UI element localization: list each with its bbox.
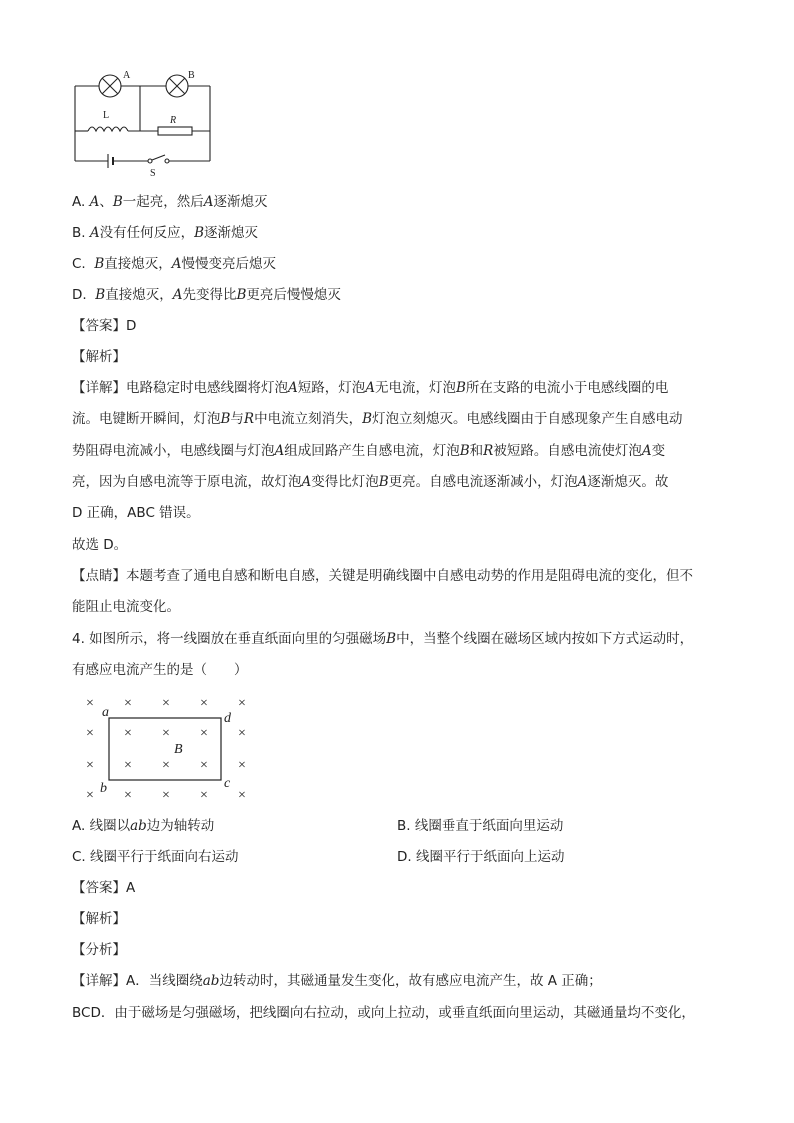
switch-icon: [152, 155, 165, 160]
q4-option-d: D. 线圈平行于纸面向上运动: [397, 849, 565, 865]
q4-detail-line-1: 【详解】A．当线圈绕ab边转动时，其磁通量发生变化，故有感应电流产生，故 A 正确；: [72, 973, 602, 989]
field-cross-icon: ×: [162, 788, 170, 803]
field-cross-icon: ×: [238, 788, 246, 803]
corner-c-label: c: [224, 776, 231, 791]
field-cross-icon: ×: [238, 758, 246, 773]
field-cross-icon: ×: [238, 696, 246, 711]
q4-analysis-sub: 【分析】: [72, 942, 126, 958]
inductor-icon: [88, 127, 128, 131]
field-cross-icon: ×: [162, 758, 170, 773]
corner-b-label: b: [100, 781, 107, 796]
field-cross-icon: ×: [86, 788, 94, 803]
q3-detail-line-1: 【详解】电路稳定时电感线圈将灯泡A短路，灯泡A无电流，灯泡B所在支路的电流小于电感线圈的电: [72, 380, 669, 396]
field-cross-icon: ×: [162, 726, 170, 741]
corner-a-label: a: [102, 705, 109, 720]
field-cross-icon: ×: [200, 696, 208, 711]
q3-option-b: B. A没有任何反应，B逐渐熄灭: [72, 225, 259, 241]
field-cross-icon: ×: [124, 696, 132, 711]
field-cross-icon: ×: [86, 726, 94, 741]
field-cross-icon: ×: [124, 788, 132, 803]
magnetic-field-diagram: [78, 690, 258, 810]
field-cross-icon: ×: [200, 758, 208, 773]
switch-label: S: [150, 168, 156, 178]
q4-answer: 【答案】A: [72, 880, 136, 896]
inductor-label: L: [103, 110, 110, 121]
q3-comment-line-2: 能阻止电流变化。: [72, 599, 180, 615]
q4-analysis-tag: 【解析】: [72, 911, 126, 927]
resistor-label: R: [170, 115, 177, 126]
field-cross-icon: ×: [86, 758, 94, 773]
corner-d-label: d: [224, 711, 231, 726]
field-b-label: B: [174, 742, 183, 757]
field-cross-icon: ×: [124, 758, 132, 773]
q3-analysis-tag: 【解析】: [72, 349, 126, 365]
q4-detail-line-2: BCD．由于磁场是匀强磁场，把线圈向右拉动，或向上拉动，或垂直纸面向里运动，其磁通量均不变化，: [72, 1005, 695, 1021]
q3-detail-line-2: 流。电键断开瞬间，灯泡B与R中电流立刻消失，B灯泡立刻熄灭。电感线圈由于自感现象产生自感电动: [72, 411, 683, 427]
q4-option-b: B. 线圈垂直于纸面向里运动: [397, 818, 564, 834]
field-cross-icon: ×: [238, 726, 246, 741]
field-cross-icon: ×: [200, 726, 208, 741]
q3-detail-line-4: 亮，因为自感电流等于原电流，故灯泡A变得比灯泡B更亮。自感电流逐渐减小，灯泡A逐渐熄灭。故: [72, 474, 669, 490]
q4-option-a: A. 线圈以ab边为轴转动: [72, 818, 215, 834]
field-cross-icon: ×: [124, 726, 132, 741]
q3-option-a: A. A、B一起亮，然后A逐渐熄灭: [72, 194, 268, 210]
field-cross-icon: ×: [200, 788, 208, 803]
resistor-icon: [158, 127, 192, 135]
field-cross-icon: ×: [86, 696, 94, 711]
q3-detail-line-3: 势阻碍电流减小，电感线圈与灯泡A组成回路产生自感电流，灯泡B和R被短路。自感电流使灯泡A变: [72, 443, 666, 459]
q3-answer: 【答案】D: [72, 318, 137, 334]
lamp-b-label: B: [188, 70, 195, 81]
q3-detail-line-5: D 正确，ABC 错误。: [72, 505, 200, 521]
q3-option-d: D. B直接熄灭，A先变得比B更亮后慢慢熄灭: [72, 287, 341, 303]
circuit-diagram: [70, 66, 220, 178]
q3-choose: 故选 D。: [72, 537, 128, 553]
field-cross-icon: ×: [162, 696, 170, 711]
q3-option-c: C. B直接熄灭，A慢慢变亮后熄灭: [72, 256, 276, 272]
q4-option-c: C. 线圈平行于纸面向右运动: [72, 849, 239, 865]
q4-stem-line-2: 有感应电流产生的是（ ）: [72, 662, 248, 678]
q4-stem-line-1: 4. 如图所示，将一线圈放在垂直纸面向里的匀强磁场B中，当整个线圈在磁场区域内按如下方式运动时，: [72, 631, 694, 647]
q3-comment-line-1: 【点睛】本题考查了通电自感和断电自感，关键是明确线圈中自感电动势的作用是阻碍电流的变化，但不: [72, 568, 693, 584]
lamp-a-label: A: [123, 70, 131, 81]
